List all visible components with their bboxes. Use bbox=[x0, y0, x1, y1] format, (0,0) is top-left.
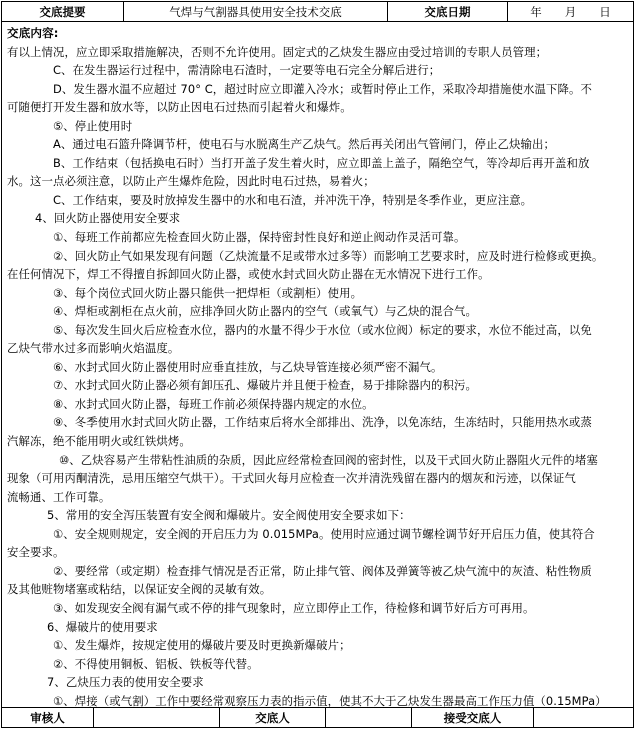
content-line: 现象（可用丙酮清洗，忌用压缩空气烘干）。干式回火每月应检查一次并清洗残留在器内的烟灰和污迹，以保证气 bbox=[7, 471, 576, 486]
discloser-signature-cell[interactable] bbox=[326, 708, 412, 727]
content-line: ①、每班工作前都应先检查回火防止器，保持密封性良好和逆止阀动作灵活可靠。 bbox=[53, 230, 466, 245]
content-line: 安全要求。 bbox=[7, 545, 65, 560]
footer-row bbox=[2, 707, 633, 727]
content-line: ①、发生爆炸，按规定使用的爆破片要及时更换新爆破片； bbox=[53, 638, 351, 653]
receiver-signature-cell[interactable] bbox=[534, 708, 633, 727]
content-line: 6、爆破片的使用要求 bbox=[47, 619, 158, 634]
content-line: 流畅通、工作可靠。 bbox=[7, 489, 111, 504]
content-line: C、工作结束，要及时放掉发生器中的水和电石渣，并冲洗干净，特别是冬季作业，更应注意。 bbox=[53, 192, 533, 207]
reviewer-signature-cell[interactable] bbox=[94, 708, 220, 727]
content-line: 在任何情况下，焊工不得擅自拆卸回火防止器，或使水封式回火防止器在无水情况下进行工作。 bbox=[7, 267, 490, 282]
date-label: 交底日期 bbox=[388, 2, 508, 21]
content-line: ②、不得使用铜板、铝板、铁板等代替。 bbox=[53, 656, 259, 671]
content-line: ①、焊接（或气割）工作中要经常观察压力表的指示值，使其不大于乙炔发生器最高工作压力值（0.15MPa） bbox=[53, 693, 607, 708]
content-line: C、在发生器运行过程中，需清除电石渣时，一定要等电石完全分解后进行； bbox=[53, 63, 441, 78]
content-line: ②、回火防止气如果发现有问题（乙炔流量不足或带水过多等）而影响工艺要求时，应及时进行检修或更换。 bbox=[53, 248, 604, 263]
content-line: ⑩、乙炔容易产生带粘性油质的杂质，因此应经常检查回阀的密封性，以及干式回火防止器阻火元件的堵塞 bbox=[59, 452, 598, 467]
content-line: ⑤、每次发生回火后应检查水位，器内的水量不得少于水位（或水位阀）标定的要求，水位不能过高，以免 bbox=[53, 322, 592, 337]
content-line: ⑥、水封式回火防止器使用时应垂直挂放，与乙炔导管连接必须严密不漏气。 bbox=[53, 359, 443, 374]
content-line: 4、回火防止器使用安全要求 bbox=[35, 211, 181, 226]
content-body bbox=[2, 22, 633, 708]
disclosure-form bbox=[1, 1, 634, 728]
content-line: B、工作结束（包括换电石时）当打开盖子发生着火时，应立即盖上盖子，隔绝空气，等冷却后再开盖和放 bbox=[53, 155, 590, 170]
reviewer-label: 审核人 bbox=[2, 708, 94, 727]
content-line: ④、焊柜或割柜在点火前，应排净回火防止器内的空气（或氧气）与乙炔的混合气。 bbox=[53, 304, 477, 319]
header-label: 交底提要 bbox=[2, 2, 124, 21]
header-row bbox=[2, 2, 633, 22]
content-line: ③、如发现安全阀有漏气或不停的排气现象时，应立即停止工作，待检修和调节好后方可再用。 bbox=[53, 600, 535, 615]
content-line: 及其他赃物堵塞或粘结，以保证安全阀的灵敏有效。 bbox=[7, 582, 272, 597]
content-title: 交底内容: bbox=[7, 26, 59, 40]
content-line: ⑧、水封式回火防止器，每班工作前必须保持器内规定的水位。 bbox=[53, 396, 374, 411]
content-line: 乙炔气带水过多而影响火焰温度。 bbox=[7, 341, 180, 356]
content-line: 可随便打开发生器和放水等，以防止因电石过热而引起着火和爆炸。 bbox=[7, 100, 352, 115]
discloser-label: 交底人 bbox=[220, 708, 326, 727]
content-line: ③、每个岗位式回火防止器只能供一把焊柜（或割柜）使用。 bbox=[53, 285, 363, 300]
content-line: ①、安全规则规定，安全阀的开启压力为 0.015MPa。使用时应通过调节螺栓调节好开启压力值，使其符合 bbox=[53, 526, 595, 541]
content-line: 水。这一点必须注意，以防止产生爆炸危险，因此时电石过热，易着火； bbox=[7, 174, 375, 189]
content-line: ⑤、停止使用时 bbox=[53, 118, 133, 133]
content-line: A、通过电石篮升降调节杆，使电石与水脱离生产乙炔气。然后再关闭出气管闸门，停止乙炔输出； bbox=[53, 137, 555, 152]
header-subject: 气焊与气割器具使用安全技术交底 bbox=[124, 2, 388, 21]
content-line: 5、常用的安全泻压装置有安全阀和爆破片。安全阀使用安全要求如下： bbox=[47, 508, 411, 523]
content-line: 有以上情况，应立即采取措施解决，否则不允许使用。固定式的乙炔发生器应由受过培训的专职人员管理； bbox=[7, 44, 548, 59]
content-line: ②、要经常（或定期）检查排气情况是否正常，防止排气管、阀体及弹簧等被乙炔气流中的灰渣、粘性物质 bbox=[53, 563, 592, 578]
receiver-label: 接受交底人 bbox=[412, 708, 534, 727]
content-line: D、发生器水温不应超过 70° C，超过时应立即灌入冷水；或暂时停止工作，采取冷却措施使水温下降。不 bbox=[53, 81, 592, 96]
content-line: 7、乙炔压力表的使用安全要求 bbox=[47, 675, 204, 690]
content-line: 汽解冻，绝不能用明火或红铁烘烤。 bbox=[7, 434, 191, 449]
date-value: 年 月 日 bbox=[530, 4, 611, 19]
content-line: ⑦、水封式回火防止器必须有卸压孔、爆破片并且便于检查，易于排除器内的积污。 bbox=[53, 378, 477, 393]
content-line: ⑨、冬季使用水封式回火防止器，工作结束后将水全部排出、洗净，以免冻结，生冻结时，只能用热水或蒸 bbox=[53, 415, 592, 430]
